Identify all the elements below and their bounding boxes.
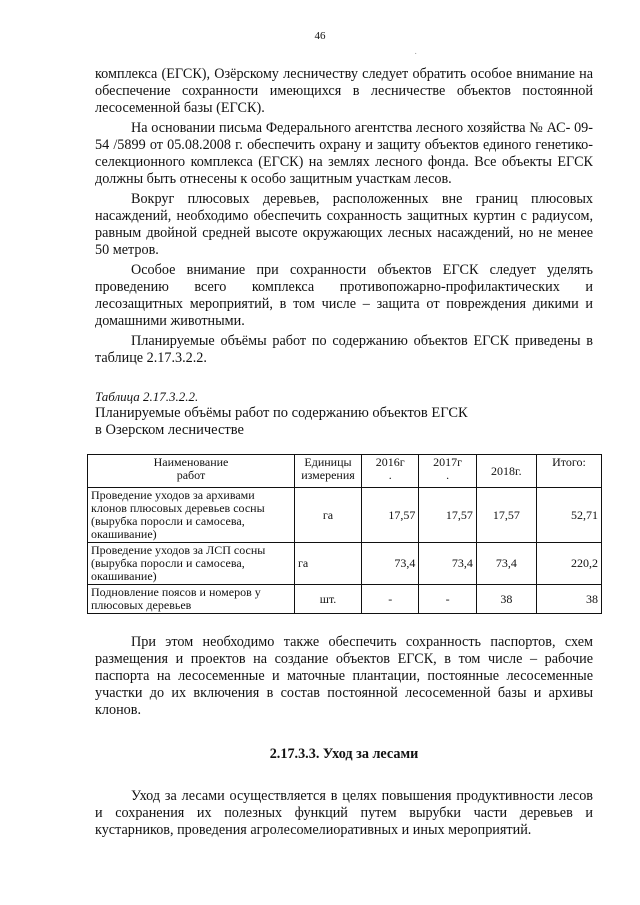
row-2016: 17,57 [362,488,419,543]
header-2018: 2018г. [476,455,536,488]
header-name: Наименование работ [88,455,295,488]
paragraph-2: На основании письма Федерального агентства лесного хозяйства № АС- 09-54 /5899 от 05.08.2008 г. обеспечить охрану и защиту объектов единого генетико-селекционного комплекса (ЕГСК) на землях лесного фонда. Все объекты ЕГСК должны быть отнесены к особо защитным участкам лесов. [95,120,593,187]
paragraph-6: При этом необходимо также обеспечить сохранность паспортов, схем размещения и проектов на создание объектов ЕГСК, в том числе – рабочие паспорта на лесосеменные и маточные плантации, постоянные лесосеменные участки до их включения в состав постоянной лесосеменной базы и архивы клонов. [95,634,593,718]
row-2018: 17,57 [476,488,536,543]
scan-speck: ˙ [414,52,418,63]
table-row [88,543,602,585]
works-table [87,454,602,614]
row-2016: 73,4 [362,543,419,585]
row-name: Подновление поясов и номеров у плюсовых деревьев [88,585,295,614]
table-title-line1: Планируемые объёмы работ по содержанию объектов ЕГСК [95,405,468,421]
row-2017: - [419,585,476,614]
page-number: 46 [314,30,326,42]
paragraph-5: Планируемые объёмы работ по содержанию объектов ЕГСК приведены в таблице 2.17.3.2.2. [95,333,593,366]
row-2018: 73,4 [476,543,536,585]
table-caption: Таблица 2.17.3.2.2. [95,389,199,404]
row-total: 220,2 [536,543,601,585]
header-2017: 2017г . [419,455,476,488]
header-unit: Единицы измерения [295,455,362,488]
paragraph-1: комплекса (ЕГСК), Озёрскому лесничеству следует обратить особое внимание на обеспечение сохранности имеющихся в лесничестве объектов постоянной лесосеменной базы (ЕГСК). [95,66,593,116]
table-title-line2: в Озерском лесничестве [95,422,244,438]
row-2017: 17,57 [419,488,476,543]
row-unit: шт. [295,585,362,614]
table-title [95,405,593,439]
header-2016: 2016г . [362,455,419,488]
table-row [88,488,602,543]
table-header-row [88,455,602,488]
paragraph-4: Особое внимание при сохранности объектов ЕГСК следует уделять проведению всего комплекса противопожарно-профилактических и лесозащитных мероприятий, в том числе – защита от повреждения дикими и домашними животными. [95,262,593,329]
header-total: Итого: [536,455,601,488]
row-name: Проведение уходов за ЛСП сосны (вырубка поросли и самосева, окашивание) [88,543,295,585]
row-unit: га [295,543,362,585]
document-body [91,66,598,839]
row-unit: га [295,488,362,543]
row-name: Проведение уходов за архивами клонов плюсовых деревьев сосны (вырубка поросли и самосева, окашивание) [88,488,295,543]
section-heading: 2.17.3.3. Уход за лесами [269,746,419,762]
table-row [88,585,602,614]
row-2018: 38 [476,585,536,614]
paragraph-7: Уход за лесами осуществляется в целях повышения продуктивности лесов и сохранения их полезных функций путем вырубки части деревьев и кустарников, проведения агролесомелиоративных и иных мероприятий. [95,788,593,838]
row-2016: - [362,585,419,614]
row-total: 52,71 [536,488,601,543]
row-total: 38 [536,585,601,614]
paragraph-3: Вокруг плюсовых деревьев, расположенных вне границ плюсовых насаждений, необходимо обеспечить сохранность защитных куртин с радиусом, равным двойной средней высоте окружающих лесных насаждений, но не менее 50 метров. [95,191,593,258]
row-2017: 73,4 [419,543,476,585]
